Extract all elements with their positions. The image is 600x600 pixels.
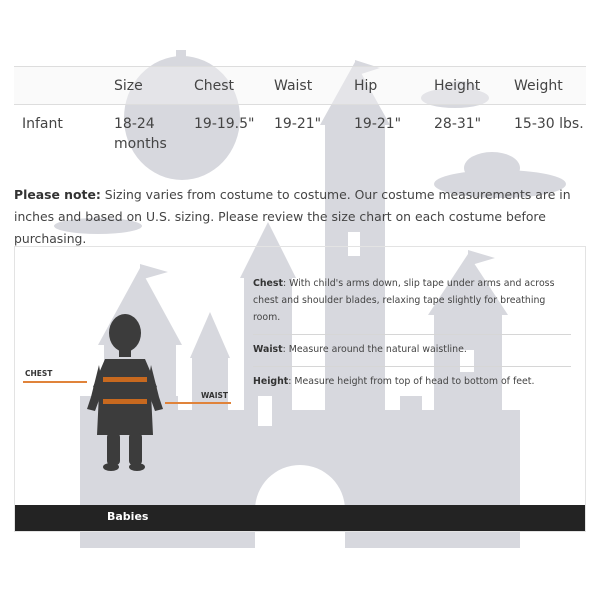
instruction-text: : Measure around the natural waistline. (282, 344, 467, 355)
measurement-guide (14, 246, 586, 532)
instruction-label: Chest (253, 278, 283, 289)
category-bar (15, 505, 585, 531)
table-cell-size: 18-24 months (114, 116, 167, 152)
note-text: Sizing varies from costume to costume. Our costume measurements are in inches and based on U.S. sizing. Please review the size chart on each costume before purchasing. (14, 187, 571, 246)
table-cell-chest: 19-19.5" (194, 116, 255, 132)
note-label: Please note: (14, 187, 101, 202)
instruction-text: : With child's arms down, slip tape under arms and across chest and shoulder blades, relaxing tape slightly for breathing room. (253, 278, 555, 323)
column-header-weight: Weight (506, 67, 586, 105)
table-cell-waist: 19-21" (274, 116, 322, 132)
column-header-hip: Hip (346, 67, 426, 105)
table-cell-height: 28-31" (434, 116, 482, 132)
instruction-height (253, 367, 571, 398)
table-cell-hip: 19-21" (354, 116, 402, 132)
table-row (14, 105, 586, 155)
column-header-height: Height (426, 67, 506, 105)
column-header-chest: Chest (186, 67, 266, 105)
instruction-waist (253, 335, 571, 367)
table-cell-weight: 15-30 lbs. (514, 116, 584, 132)
measurement-instructions (253, 269, 571, 398)
waist-tag: WAIST (201, 391, 229, 400)
instruction-chest (253, 269, 571, 335)
instruction-label: Waist (253, 344, 283, 355)
column-header-size: Size (106, 67, 186, 105)
sizing-note (14, 184, 586, 250)
table-header-row (14, 67, 586, 105)
waist-pointer-line (165, 402, 231, 404)
size-chart-table (14, 66, 586, 154)
column-header-waist: Waist (266, 67, 346, 105)
baby-silhouette-icon (87, 314, 163, 471)
instruction-text: : Measure height from top of head to bottom of feet. (288, 376, 535, 387)
category-label: Babies (107, 510, 149, 523)
table-cell-category: Infant (22, 116, 63, 132)
chest-tag: CHEST (25, 369, 53, 378)
column-header (14, 67, 106, 105)
chest-pointer-line (23, 381, 87, 383)
instruction-label: Height (253, 376, 289, 387)
